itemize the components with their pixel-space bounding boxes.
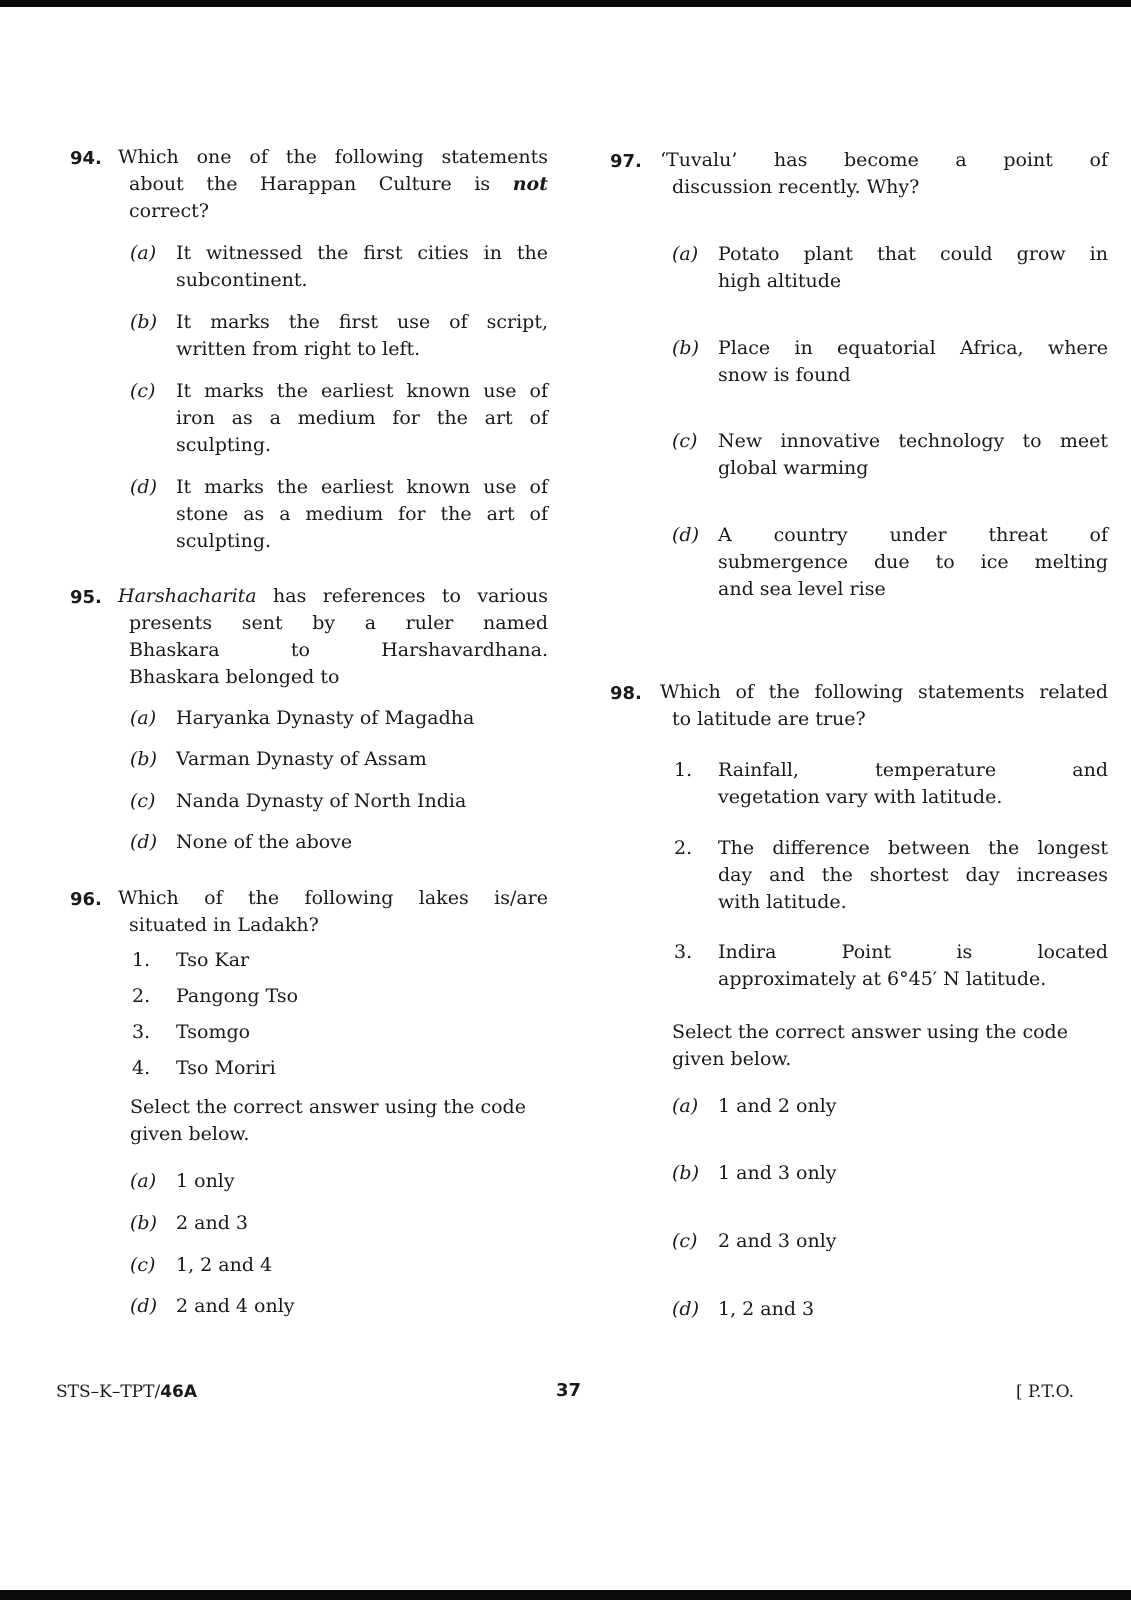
- option-label: (a): [130, 1170, 157, 1192]
- item-number: 4.: [132, 1057, 151, 1079]
- option-a: It witnessed the first cities in the subcontinent.: [176, 242, 548, 291]
- page-number: 37: [556, 1380, 582, 1401]
- option-a: 1 and 2 only: [718, 1095, 837, 1117]
- option-c: Nanda Dynasty of North India: [176, 790, 467, 812]
- option-c: New innovative technology to meet global warming: [718, 430, 1108, 479]
- item-number: 1.: [674, 759, 693, 781]
- option-label: (a): [672, 1095, 699, 1117]
- question-number: 96.: [70, 889, 102, 910]
- option-label: (b): [672, 337, 699, 359]
- lake-item: Tso Moriri: [176, 1057, 276, 1079]
- option-b: Varman Dynasty of Assam: [176, 748, 427, 770]
- question-stem: ‘Tuvalu’ has become a point of discussion recently. Why?: [660, 149, 1108, 198]
- option-a: 1 only: [176, 1170, 235, 1192]
- question-stem: Which of the following lakes is/are situated in Ladakh?: [118, 887, 548, 936]
- question-stem: Harshacharita has references to various presents sent by a ruler named Bhaskara to Harshavardhana. Bhaskara belonged to: [118, 585, 548, 688]
- item-number: 2.: [132, 985, 151, 1007]
- emphasis-not: not: [512, 173, 548, 195]
- option-label: (a): [130, 707, 157, 729]
- option-a: Haryanka Dynasty of Magadha: [176, 707, 475, 729]
- option-label: (c): [130, 790, 156, 812]
- item-number: 3.: [674, 941, 693, 963]
- option-label: (b): [672, 1162, 699, 1184]
- item-number: 2.: [674, 837, 693, 859]
- question-number: 94.: [70, 148, 102, 169]
- question-stem: Which one of the following statements about the Harappan Culture is not correct?: [118, 146, 548, 222]
- option-b: Place in equatorial Africa, where snow is found: [718, 337, 1108, 386]
- statement-2: The difference between the longest day and the shortest day increases with latitude.: [718, 837, 1108, 913]
- option-label: (d): [672, 524, 699, 546]
- question-number: 97.: [610, 151, 642, 172]
- question-stem: Which of the following statements related to latitude are true?: [660, 681, 1108, 730]
- option-label: (d): [130, 1295, 157, 1317]
- option-label: (c): [130, 380, 156, 402]
- option-d: None of the above: [176, 831, 353, 853]
- option-c: 2 and 3 only: [718, 1230, 837, 1252]
- lake-item: Tso Kar: [176, 949, 250, 971]
- option-label: (b): [130, 311, 157, 333]
- option-d: A country under threat of submergence due to ice melting and sea level rise: [718, 524, 1108, 600]
- option-d: It marks the earliest known use of stone as a medium for the art of sculpting.: [176, 476, 548, 552]
- top-border: [0, 0, 1131, 7]
- option-label: (a): [672, 243, 699, 265]
- item-number: 3.: [132, 1021, 151, 1043]
- select-instruction: Select the correct answer using the code given below.: [672, 1021, 1068, 1070]
- option-label: (d): [672, 1298, 699, 1320]
- item-number: 1.: [132, 949, 151, 971]
- book-title: Harshacharita: [118, 585, 257, 607]
- option-label: (d): [130, 831, 157, 853]
- option-a: Potato plant that could grow in high altitude: [718, 243, 1108, 292]
- option-label: (d): [130, 476, 157, 498]
- option-label: (b): [130, 748, 157, 770]
- select-instruction: Select the correct answer using the code given below.: [130, 1096, 526, 1145]
- bottom-border: [0, 1590, 1131, 1600]
- option-d: 2 and 4 only: [176, 1295, 295, 1317]
- statement-3: Indira Point is located approximately at 6°45′ N latitude.: [718, 941, 1108, 990]
- question-number: 95.: [70, 587, 102, 608]
- option-label: (b): [130, 1212, 157, 1234]
- statement-1: Rainfall, temperature and vegetation vary with latitude.: [718, 759, 1108, 808]
- lake-item: Tsomgo: [176, 1021, 251, 1043]
- pto-note: [ P.T.O.: [1016, 1382, 1075, 1402]
- option-label: (c): [672, 1230, 698, 1252]
- option-d: 1, 2 and 3: [718, 1298, 815, 1320]
- option-label: (c): [672, 430, 698, 452]
- option-label: (c): [130, 1254, 156, 1276]
- lake-item: Pangong Tso: [176, 985, 299, 1007]
- option-label: (a): [130, 242, 157, 264]
- option-c: 1, 2 and 4: [176, 1254, 273, 1276]
- option-b: 2 and 3: [176, 1212, 248, 1234]
- question-number: 98.: [610, 683, 642, 704]
- option-b: It marks the first use of script, written from right to left.: [176, 311, 548, 360]
- option-b: 1 and 3 only: [718, 1162, 837, 1184]
- booklet-code: STS–K–TPT/46A: [56, 1382, 198, 1402]
- option-c: It marks the earliest known use of iron as a medium for the art of sculpting.: [176, 380, 548, 456]
